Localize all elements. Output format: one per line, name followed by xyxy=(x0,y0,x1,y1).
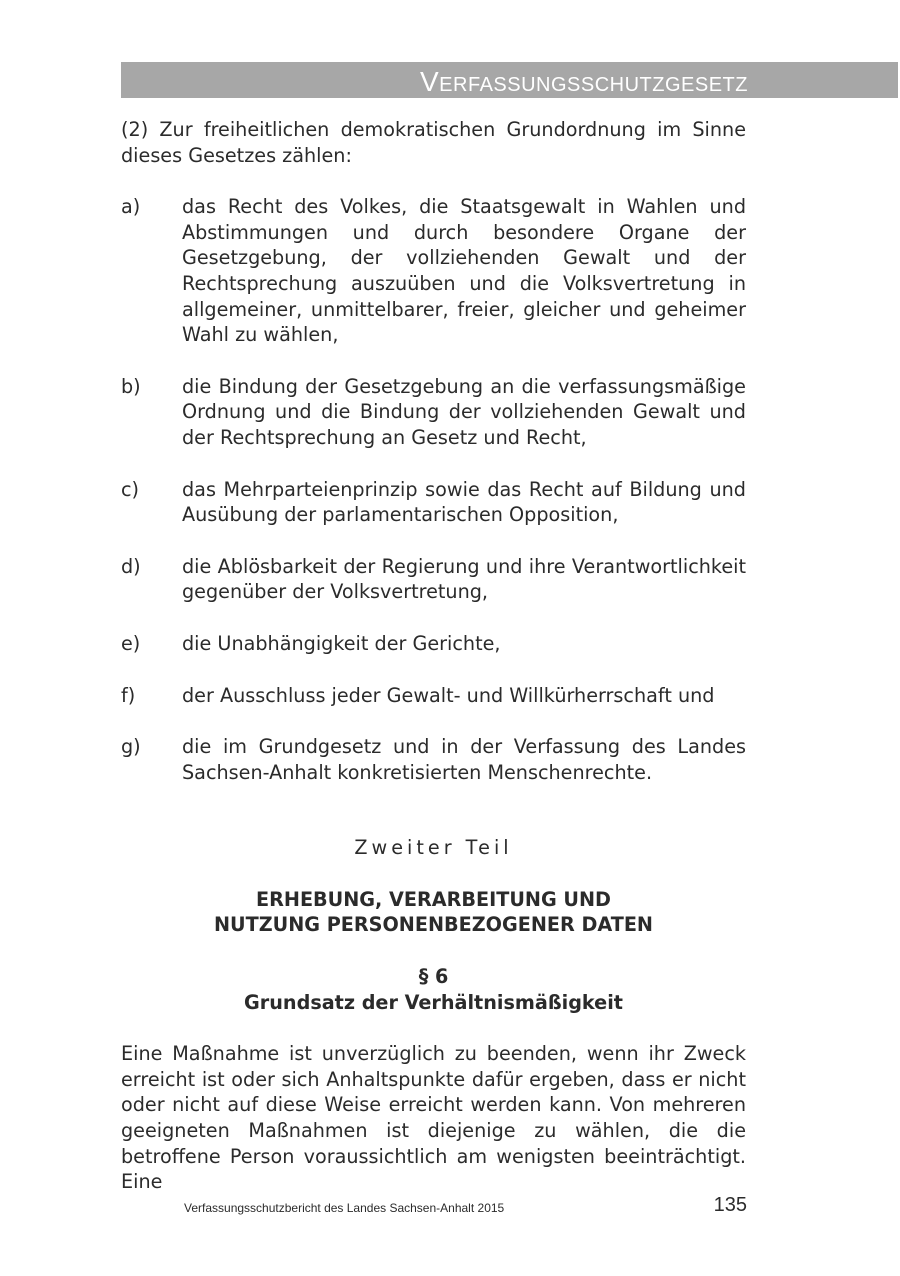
list-item xyxy=(121,554,746,605)
chapter-title-line: NUTZUNG PERSONENBEZOGENER DATEN xyxy=(214,913,653,937)
list-item-letter: d) xyxy=(121,554,141,578)
list-item-letter: b) xyxy=(121,374,141,398)
list-item-text: das Recht des Volkes, die Staatsgewalt in Wahlen und Abstimmungen und durch besondere Organe der Gesetzgebung, der vollziehenden Gewalt und der Rechtsprechung auszuüben und die Volksvertretung in allgemeiner, unmittelbarer, freier, gleicher und geheimer Wahl zu wählen, xyxy=(182,195,746,347)
section-number: § 6 xyxy=(418,965,449,989)
body-paragraph: Eine Maßnahme ist unverzüglich zu beenden, wenn ihr Zweck erreicht ist oder sich Anhaltspunkte dafür ergeben, dass er nicht oder nicht auf diese Weise erreicht werden kann. Von mehreren geeigneten Maßnahmen ist diejenige zu wählen, die die betroffene Person voraussichtlich am wenigsten beeinträchtigt. Eine xyxy=(121,1042,746,1194)
list-item-letter: c) xyxy=(121,477,140,501)
footer-text: Verfassungsschutzbericht des Landes Sachsen-Anhalt 2015 xyxy=(184,1201,505,1215)
list-item-letter: e) xyxy=(121,631,141,655)
criteria-list xyxy=(121,194,746,785)
list-item xyxy=(121,374,746,451)
list-item-text: die Ablösbarkeit der Regierung und ihre Verantwortlichkeit gegenüber der Volksvertretung, xyxy=(182,554,746,604)
running-header-title: Verfassungsschutzgesetz xyxy=(420,66,748,97)
list-item-text: der Ausschluss jeder Gewalt- und Willkürherrschaft und xyxy=(182,683,715,707)
list-item-text: die Bindung der Gesetzgebung an die verfassungsmäßige Ordnung und die Bindung der vollziehenden Gewalt und der Rechtsprechung an Gesetz und Recht, xyxy=(182,374,746,449)
list-item-text: die Unabhängigkeit der Gerichte, xyxy=(182,631,501,655)
page-content xyxy=(121,117,746,1195)
list-item-text: die im Grundgesetz und in der Verfassung des Landes Sachsen-Anhalt konkretisierten Menschenrechte. xyxy=(182,735,746,784)
intro-paragraph: (2) Zur freiheitlichen demokratischen Grundordnung im Sinne dieses Gesetzes zählen: xyxy=(121,118,746,167)
section-title: Grundsatz der Verhältnismäßigkeit xyxy=(244,990,623,1014)
list-item-letter: a) xyxy=(121,195,141,219)
list-item xyxy=(121,477,746,528)
page-number: 135 xyxy=(713,1194,747,1216)
list-item xyxy=(121,194,746,348)
list-item-text: das Mehrparteienprinzip sowie das Recht auf Bildung und Ausübung der parlamentarischen Opposition, xyxy=(182,477,746,527)
list-item-letter: f) xyxy=(121,683,136,707)
list-item-letter: g) xyxy=(121,735,141,759)
list-item xyxy=(121,734,746,785)
list-item xyxy=(121,631,746,657)
chapter-title-line: ERHEBUNG, VERARBEITUNG UND xyxy=(256,887,611,911)
list-item xyxy=(121,683,746,709)
part-label: Zweiter Teil xyxy=(354,836,513,860)
chapter-title xyxy=(121,887,746,938)
